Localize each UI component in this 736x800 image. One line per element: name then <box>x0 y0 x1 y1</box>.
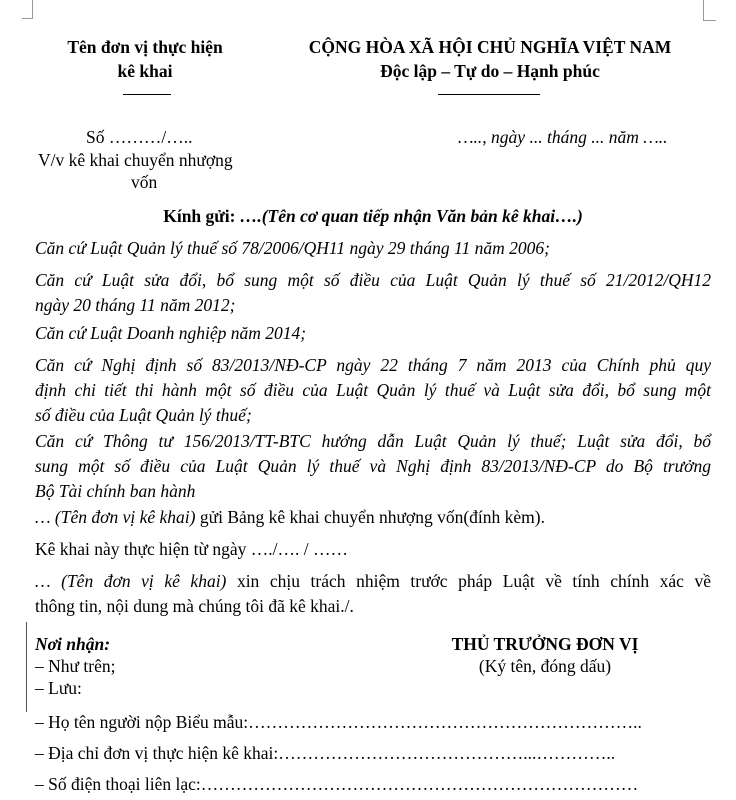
document-date: ….., ngày ... tháng ... năm ….. <box>458 127 668 147</box>
unit-name-line1: Tên đơn vị thực hiện <box>67 37 223 57</box>
responsibility-unit-placeholder: … (Tên đơn vị kê khai) <box>35 571 227 591</box>
basis-2-line-2: ngày 20 tháng 11 năm 2012; <box>35 295 236 315</box>
responsibility-line-1 <box>35 569 711 594</box>
period-text: Kê khai này thực hiện từ ngày …./…. / …… <box>35 539 349 559</box>
national-title: CỘNG HÒA XÃ HỘI CHỦ NGHĨA VIỆT NAM <box>308 37 672 57</box>
submitter-name-field: – Họ tên người nộp Biểu mẫu:………………………………………………………….. <box>35 712 642 732</box>
basis-4-line-1: Căn cứ Nghị định số 83/2013/NĐ-CP ngày 22 tháng 7 năm 2013 của Chính phủ quy <box>35 355 711 375</box>
basis-5-line-1: Căn cứ Thông tư 156/2013/TT-BTC hướng dẫn Luật Quản lý thuế; Luật sửa đổi, bổ <box>35 431 711 451</box>
basis-paragraph-1 <box>35 236 711 261</box>
responsibility-line-2: thông tin, nội dung mà chúng tôi đã kê khai./. <box>35 596 354 616</box>
basis-5-line-2: sung một số điều của Luật Quản lý thuế và Nghị định 83/2013/NĐ-CP do Bộ trưởng <box>35 456 711 476</box>
signer-note: (Ký tên, đóng dấu) <box>478 656 612 676</box>
document-subject-line2: vốn <box>131 172 158 192</box>
header-left-rule <box>123 94 171 95</box>
basis-paragraph-5 <box>35 429 711 504</box>
basis-paragraph-3 <box>35 321 711 346</box>
responsibility-paragraph <box>35 569 711 619</box>
recipient-line <box>35 206 711 227</box>
document-number: Số ………/….. <box>86 127 193 147</box>
unit-name-line2: kê khai <box>117 61 173 81</box>
header-right-rule <box>438 94 540 95</box>
basis-4-line-2: định chi tiết thi hành một số điều của Luật Quản lý thuế và Luật sửa đổi, bổ sung một <box>35 380 711 400</box>
submission-text: gửi Bảng kê khai chuyển nhượng vốn(đính kèm). <box>195 507 545 527</box>
recipient-item-1: – Như trên; <box>35 656 116 676</box>
margin-corner-mark-right <box>703 0 716 21</box>
basis-5-line-3: Bộ Tài chính ban hành <box>35 481 196 501</box>
submission-unit-placeholder: … (Tên đơn vị kê khai) <box>35 507 196 527</box>
recipient-label: Kính gửi: <box>163 206 240 226</box>
margin-corner-mark-left <box>22 0 33 19</box>
basis-2-line-1: Căn cứ Luật sửa đổi, bổ sung một số điều của Luật Quản lý thuế số 21/2012/QH12 <box>35 270 711 290</box>
period-paragraph <box>35 537 711 562</box>
basis-paragraph-4 <box>35 353 711 428</box>
phone-field: – Số điện thoại liên lạc:………………………………………………………………… <box>35 774 639 794</box>
basis-4-line-3: số điều của Luật Quản lý thuế; <box>35 405 252 425</box>
recipient-value: ….(Tên cơ quan tiếp nhận Văn bản kê khai….) <box>239 206 583 226</box>
signer-title: THỦ TRƯỞNG ĐƠN VỊ <box>451 634 639 654</box>
basis-1-line-1: Căn cứ Luật Quản lý thuế số 78/2006/QH11 ngày 29 tháng 11 năm 2006; <box>35 238 550 258</box>
responsibility-text: xin chịu trách nhiệm trước pháp Luật về tính chính xác về <box>226 571 711 591</box>
recipients-title: Nơi nhận: <box>35 634 111 654</box>
margin-change-bar <box>26 622 27 712</box>
basis-3-line-1: Căn cứ Luật Doanh nghiệp năm 2014; <box>35 323 307 343</box>
submission-paragraph <box>35 505 711 530</box>
basis-paragraph-2 <box>35 268 711 318</box>
document-subject-line1: V/v kê khai chuyển nhượng <box>38 150 233 170</box>
recipient-item-2: – Lưu: <box>35 678 82 698</box>
unit-address-field: – Địa chỉ đơn vị thực hiện kê khai:……………………………………...………….. <box>35 743 616 763</box>
national-motto: Độc lập – Tự do – Hạnh phúc <box>380 61 600 81</box>
